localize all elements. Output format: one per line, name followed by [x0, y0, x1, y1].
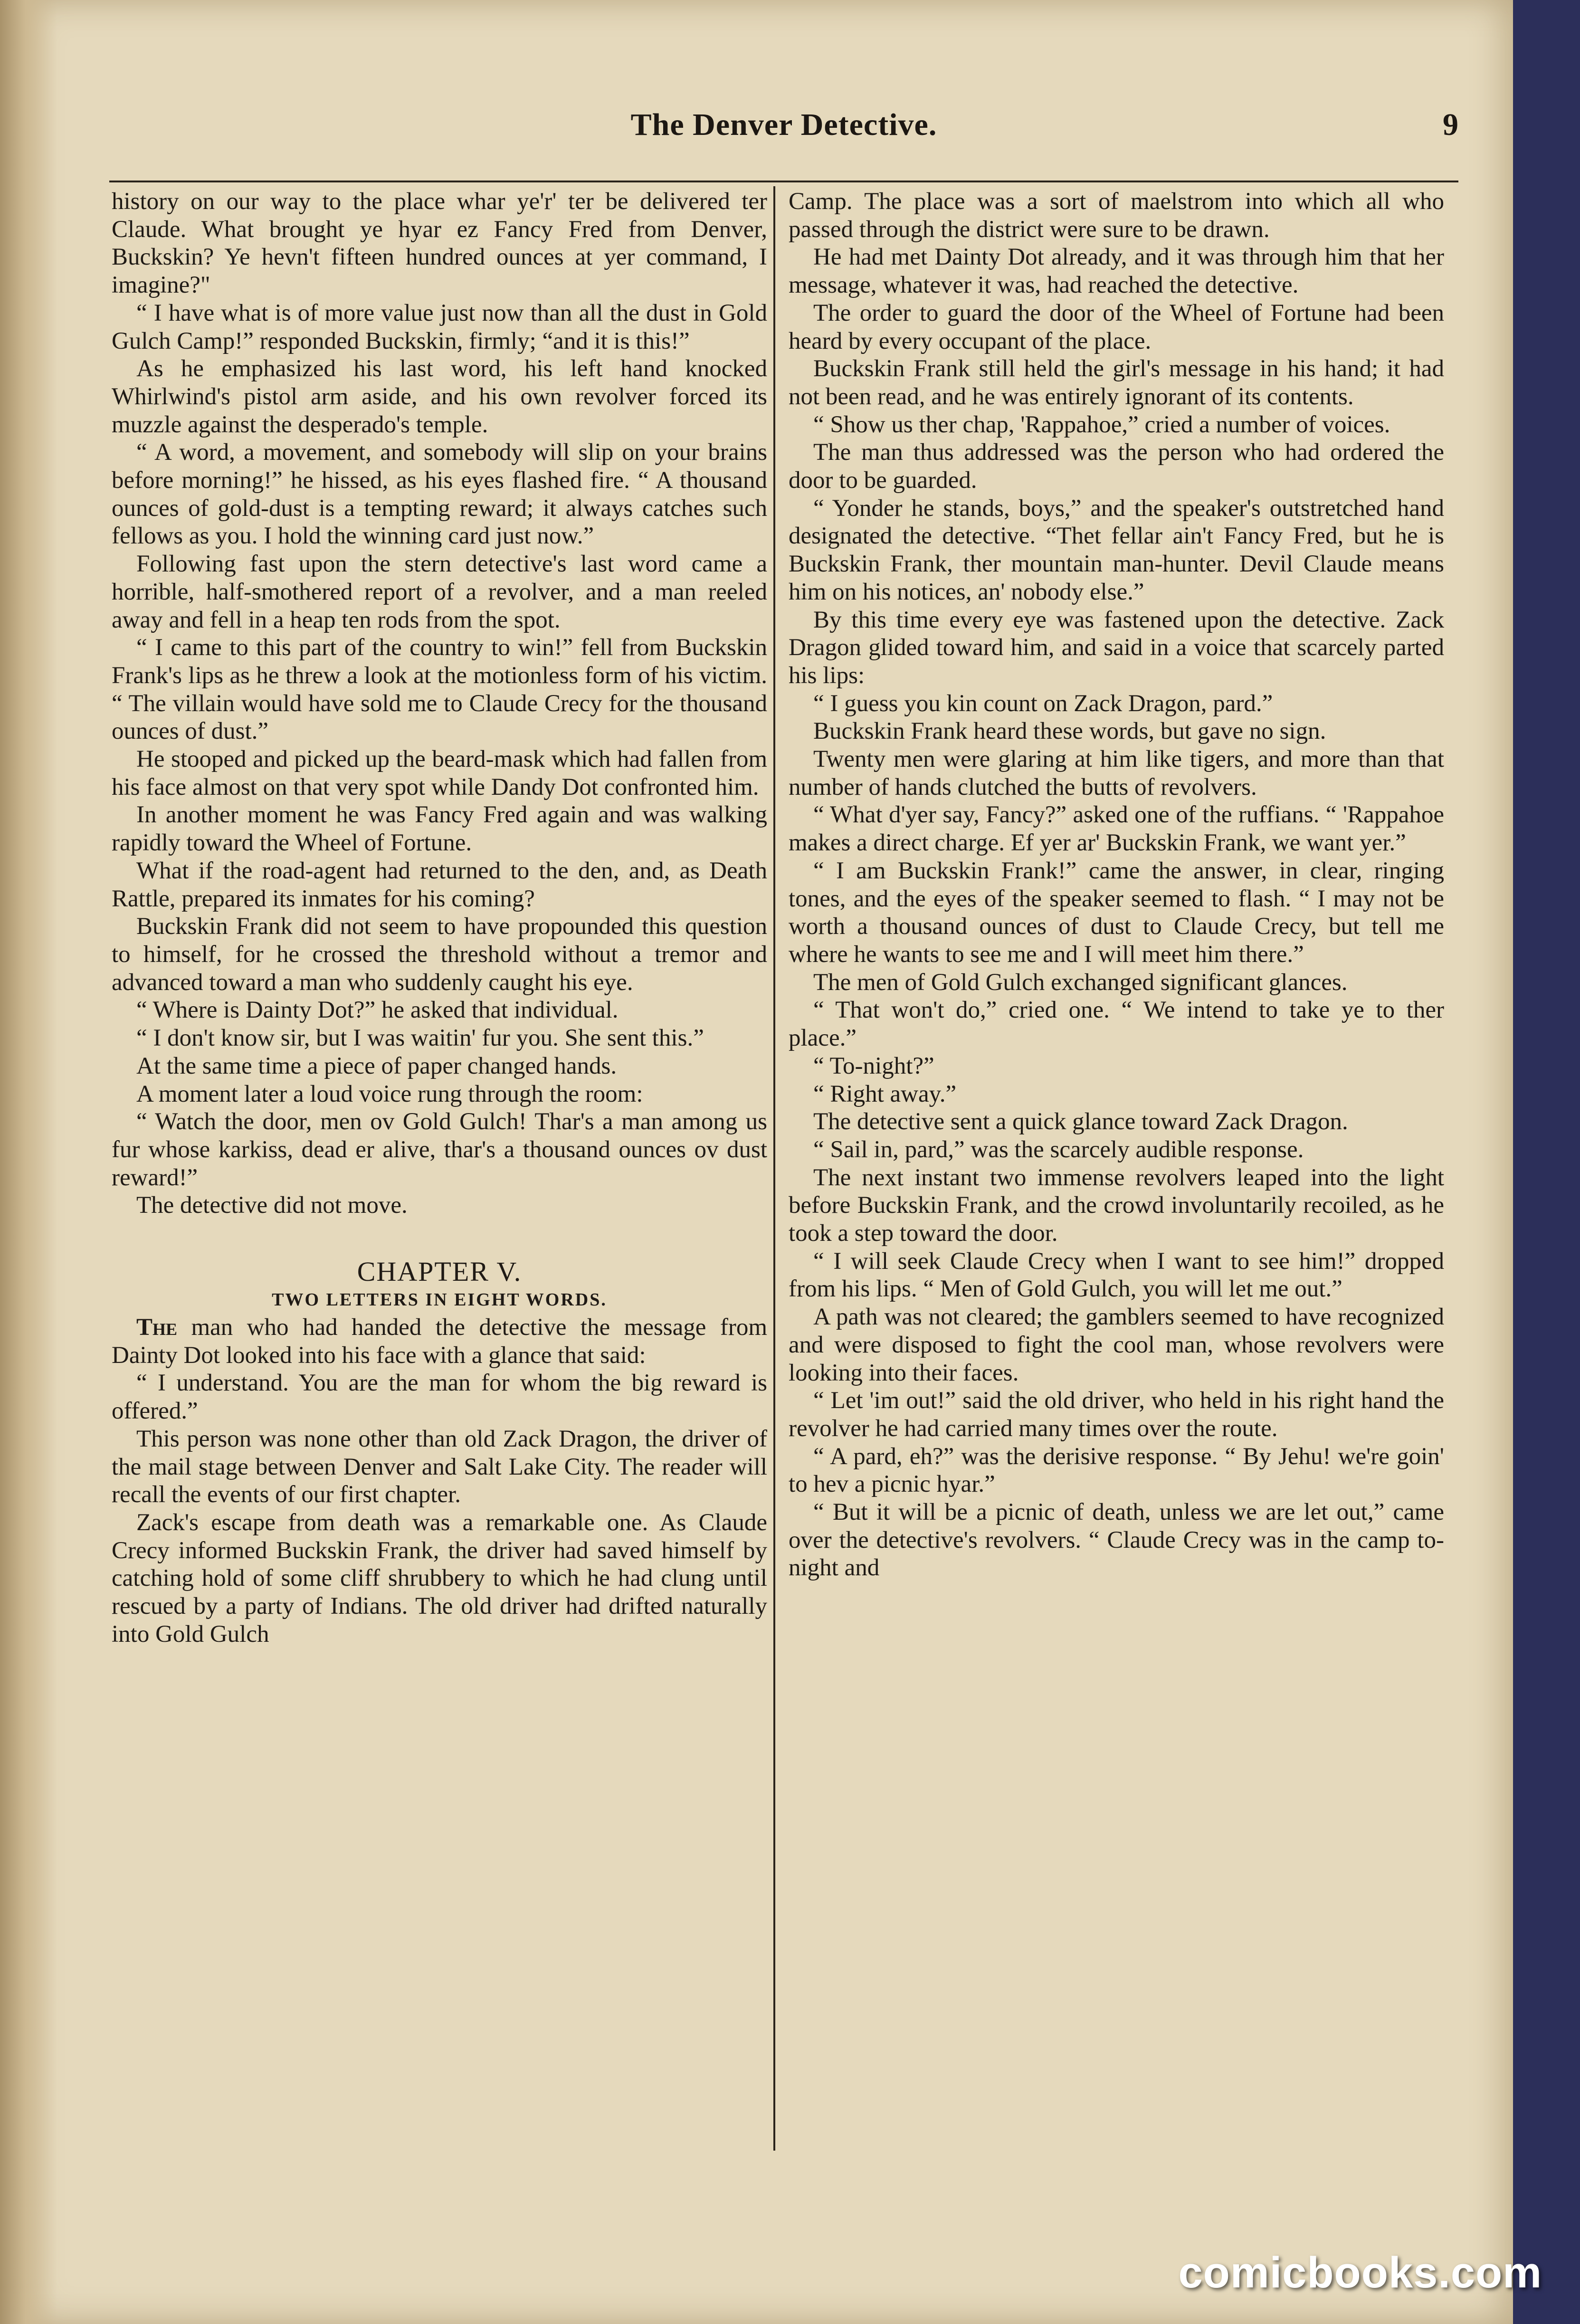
chapter-subtitle: TWO LETTERS IN EIGHT WORDS.	[272, 1290, 607, 1310]
paragraph: “ A word, a movement, and somebody will slip on your brains before morning!” he hissed, as his eyes flashed fire. “ A thousand ounces of gold-dust is a tempting reward; it always catches such fellows as you. I hold the winning card just now.”	[112, 439, 767, 550]
paragraph: A moment later a loud voice rung through the room:	[136, 1080, 643, 1107]
paragraph: “ Show us ther chap, 'Rappahoe,” cried a number of voices.	[813, 411, 1390, 438]
header-rule	[109, 181, 1458, 182]
paragraph: “ I don't know sir, but I was waitin' fur you. She sent this.”	[136, 1025, 704, 1052]
paragraph: Twenty men were glaring at him like tigers, and more than that number of hands clutched the butts of revolvers.	[789, 746, 1444, 800]
paragraph: “ That won't do,” cried one. “ We intend to take ye to ther place.”	[789, 997, 1444, 1052]
paragraph: He had met Dainty Dot already, and it was through him that her message, whatever it was, had reached the detective.	[789, 244, 1444, 299]
paragraph: “ I am Buckskin Frank!” came the answer, in clear, ringing tones, and the eyes of the speaker seemed to flash. “ I may not be worth a thousand ounces of dust to Claude Crecy, but tell me where he wants to see me and I will meet him there.”	[789, 857, 1444, 968]
paragraph: “ What d'yer say, Fancy?” asked one of the ruffians. “ 'Rappahoe makes a direct charge. Ef yer ar' Buckskin Frank, we want yer.”	[789, 801, 1444, 857]
paragraph: The detective did not move.	[136, 1192, 408, 1219]
paragraph: As he emphasized his last word, his left hand knocked Whirlwind's pistol arm aside, and his own revolver forced its muzzle against the desperado's temple.	[112, 355, 767, 438]
paragraph: “ Right away.”	[813, 1080, 957, 1107]
paragraph: “ Yonder he stands, boys,” and the speaker's outstretched hand designated the detective. “Thet fellar ain't Fancy Fred, but he is Buckskin Frank, ther mountain man-hunter. Devil Claude means him on his notices, an' nobody else.”	[789, 495, 1444, 605]
paragraph: He stooped and picked up the beard-mask which had fallen from his face almost on that very spot while Dandy Dot confronted him.	[112, 746, 767, 800]
page-number: 9	[1443, 107, 1458, 142]
paragraph: “ To-night?”	[813, 1052, 934, 1079]
paragraph: Buckskin Frank did not seem to have propounded this question to himself, for he crossed the threshold without a tremor and advanced toward a man who suddenly caught his eye.	[112, 913, 767, 996]
paragraph: The detective sent a quick glance toward Zack Dragon.	[813, 1108, 1348, 1135]
column-divider	[773, 186, 775, 2151]
paragraph: In another moment he was Fancy Fred again and was walking rapidly toward the Wheel of Fortune.	[112, 801, 767, 857]
paragraph: “ A pard, eh?” was the derisive response. “ By Jehu! we're goin' to hev a picnic hyar.”	[789, 1443, 1444, 1498]
watermark-logo: comicbooks.com	[1178, 2248, 1542, 2297]
page-fold-shadow	[0, 0, 57, 2324]
paragraph: This person was none other than old Zack Dragon, the driver of the mail stage between Denver and Salt Lake City. The reader will recall the events of our first chapter.	[112, 1425, 767, 1508]
paragraph: “ But it will be a picnic of death, unless we are let out,” came over the detective's revolvers. “ Claude Crecy was in the camp to-night and	[789, 1499, 1444, 1581]
paragraph: “ Where is Dainty Dot?” he asked that individual.	[136, 997, 619, 1024]
left-column	[112, 188, 767, 2150]
paragraph: “ I have what is of more value just now than all the dust in Gold Gulch Camp!” responded Buckskin, firmly; “and it is this!”	[112, 299, 767, 354]
paragraph: What if the road-agent had returned to the den, and, as Death Rattle, prepared its inmates for his coming?	[112, 857, 767, 912]
paragraph: The man thus addressed was the person who had ordered the door to be guarded.	[789, 439, 1444, 494]
paragraph: A path was not cleared; the gamblers seemed to have recognized and were disposed to fight the cool man, whose revolvers were looking into their faces.	[789, 1304, 1444, 1386]
paragraph: “ I came to this part of the country to win!” fell from Buckskin Frank's lips as he threw a look at the motionless form of his victim. “ The villain would have sold me to Claude Crecy for the thousand ounces of dust.”	[112, 634, 767, 745]
paragraph: The men of Gold Gulch exchanged significant glances.	[813, 969, 1348, 996]
chapter-heading: CHAPTER V.	[357, 1256, 522, 1287]
paragraph: “ Sail in, pard,” was the scarcely audible response.	[813, 1136, 1304, 1163]
paragraph: “ I guess you kin count on Zack Dragon, pard.”	[813, 690, 1273, 717]
page-header	[109, 107, 1458, 159]
chapter-opening-text: man who had handed the detective the message from Dainty Dot looked into his face with a glance that said:	[112, 1314, 767, 1369]
paragraph: By this time every eye was fastened upon the detective. Zack Dragon glided toward him, and said in a voice that scarcely parted his lips:	[789, 606, 1444, 689]
paragraph: The next instant two immense revolvers leaped into the light before Buckskin Frank, and the crowd involuntarily recoiled, as he took a step toward the door.	[789, 1164, 1444, 1247]
chapter-lead-word: The	[136, 1314, 178, 1341]
paragraph: The order to guard the door of the Wheel of Fortune had been heard by every occupant of the place.	[789, 299, 1444, 354]
paragraph: history on our way to the place whar ye'r' ter be delivered ter Claude. What brought ye hyar ez Fancy Fred from Denver, Buckskin? Ye hevn't fifteen hundred ounces at yer command, I imagine?"	[112, 188, 767, 299]
paragraph: Buckskin Frank still held the girl's message in his hand; it had not been read, and he was entirely ignorant of its contents.	[789, 355, 1444, 410]
paragraph: “ I understand. You are the man for whom the big reward is offered.”	[112, 1370, 767, 1425]
paragraph: At the same time a piece of paper changed hands.	[136, 1052, 617, 1079]
paragraph: Buckskin Frank heard these words, but gave no sign.	[813, 718, 1326, 745]
running-title: The Denver Detective.	[630, 107, 937, 142]
chapter-opening-paragraph	[112, 1314, 767, 1369]
right-column	[789, 188, 1444, 2150]
paragraph: Zack's escape from death was a remarkable one. As Claude Crecy informed Buckskin Frank, the driver had saved himself by catching hold of some cliff shrubbery to which he had clung until rescued by a party of Indians. The old driver had drifted naturally into Gold Gulch	[112, 1509, 767, 1648]
paragraph: “ Watch the door, men ov Gold Gulch! Thar's a man among us fur whose karkiss, dead er alive, thar's a thousand ounces ov dust reward!”	[112, 1108, 767, 1191]
paragraph: “ Let 'im out!” said the old driver, who held in his right hand the revolver he had carried many times over the route.	[789, 1387, 1444, 1442]
paragraph: Camp. The place was a sort of maelstrom into which all who passed through the district were sure to be drawn.	[789, 188, 1444, 243]
paragraph: Following fast upon the stern detective's last word came a horrible, half-smothered report of a revolver, and a man reeled away and fell in a heap ten rods from the spot.	[112, 551, 767, 633]
paragraph: “ I will seek Claude Crecy when I want to see him!” dropped from his lips. “ Men of Gold Gulch, you will let me out.”	[789, 1248, 1444, 1303]
